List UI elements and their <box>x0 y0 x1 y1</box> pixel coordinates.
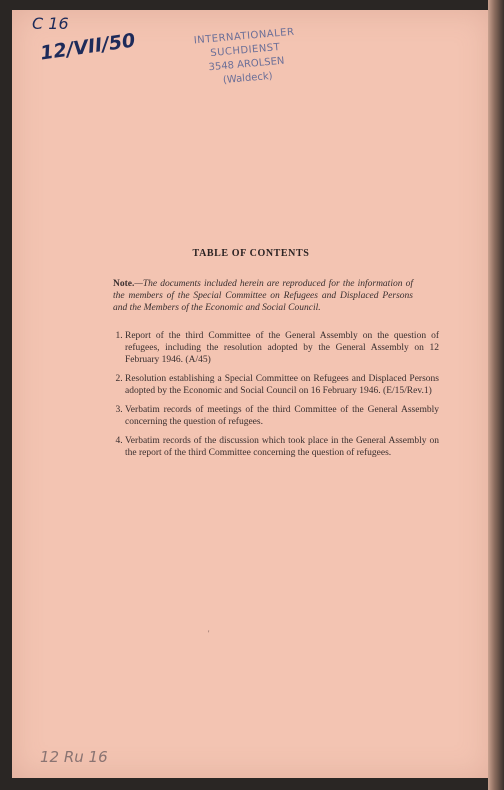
contents-item: 4. Verbatim records of the discussion which took place in the General Assembly on the report of the third Committee concerning the question of refugees. <box>125 435 439 459</box>
archive-stamp <box>184 25 308 91</box>
note-body: —The documents included herein are reproduced for the information of the members of the Special Committee on Refugees and Displaced Persons and the Members of the Economic and Social Council. <box>113 279 413 313</box>
stamp-line-1: INTERNATIONALER <box>193 26 295 47</box>
page-title: TABLE OF CONTENTS <box>192 248 310 259</box>
contents-item: 3. Verbatim records of meetings of the third Committee of the General Assembly concerning the question of refugees. <box>125 404 439 428</box>
note-lead: Note. <box>113 279 135 289</box>
handwritten-bottom-note: 12 Ru 16 <box>40 748 108 766</box>
note-paragraph <box>113 278 413 314</box>
stamp-line-3: 3548 AROLSEN (Waldeck) <box>208 55 285 87</box>
page-edge <box>488 0 504 790</box>
contents-list <box>100 330 439 466</box>
handwritten-date: 12/VII/50 <box>38 29 137 65</box>
stamp-line-2: SUCHDIENST <box>209 41 281 60</box>
paper-mark: ' <box>208 629 210 638</box>
handwritten-code: C 16 <box>32 14 69 33</box>
contents-item: 2. Resolution establishing a Special Committee on Refugees and Displaced Persons adopted by the Economic and Social Council on 16 February 1946. (E/15/Rev.1) <box>125 373 439 397</box>
contents-item: 1. Report of the third Committee of the General Assembly on the question of refugees, including the resolution adopted by the General Assembly on 12 February 1946. (A/45) <box>125 330 439 366</box>
